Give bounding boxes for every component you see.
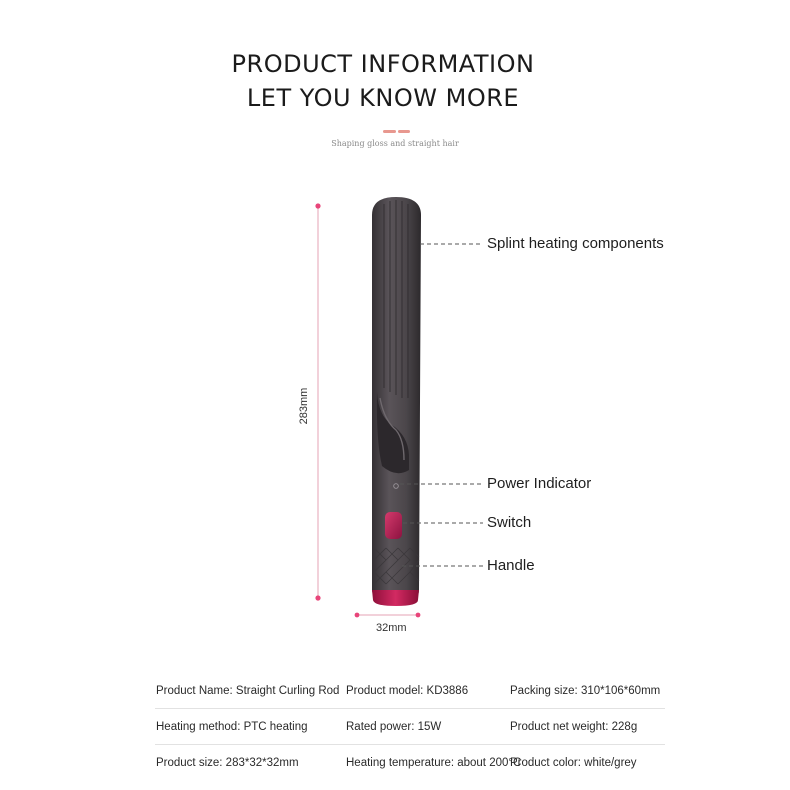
spec-packing-size: Packing size: 310*106*60mm <box>510 685 661 697</box>
base-ring <box>372 590 419 606</box>
width-dimension-label: 32mm <box>376 622 407 634</box>
spec-product-color: Product color: white/grey <box>510 757 637 769</box>
callout-heating-components: Splint heating components <box>487 235 664 252</box>
height-dim-dot-top <box>315 203 320 208</box>
height-dim-dot-bottom <box>315 595 320 600</box>
spec-heating-temperature: Heating temperature: about 200°C <box>346 757 522 769</box>
spec-table <box>0 672 790 790</box>
callout-power-indicator: Power Indicator <box>487 475 592 492</box>
width-dim-dot-left <box>355 613 360 618</box>
subtitle: Shaping gloss and straight hair <box>331 139 459 148</box>
page-title-line-1: PRODUCT INFORMATION <box>231 50 535 78</box>
spec-divider-2 <box>155 744 665 745</box>
width-dim-dot-right <box>416 613 421 618</box>
spec-product-model: Product model: KD3886 <box>346 685 469 697</box>
width-dimension-line <box>355 613 421 618</box>
power-switch <box>385 512 402 539</box>
page-title-line-2: LET YOU KNOW MORE <box>246 84 520 112</box>
spec-heating-method: Heating method: PTC heating <box>156 721 308 733</box>
callout-switch: Switch <box>487 514 532 531</box>
callout-handle: Handle <box>487 557 535 574</box>
spec-divider-1 <box>155 708 665 709</box>
spec-net-weight: Product net weight: 228g <box>510 721 638 733</box>
height-dimension-line <box>315 203 320 600</box>
hair-straightener-device <box>372 197 421 606</box>
spec-product-name: Product Name: Straight Curling Rod <box>156 685 340 697</box>
spec-rated-power: Rated power: 15W <box>346 721 442 733</box>
height-dimension-label: 283mm <box>298 387 310 425</box>
spec-product-size: Product size: 283*32*32mm <box>156 757 299 769</box>
